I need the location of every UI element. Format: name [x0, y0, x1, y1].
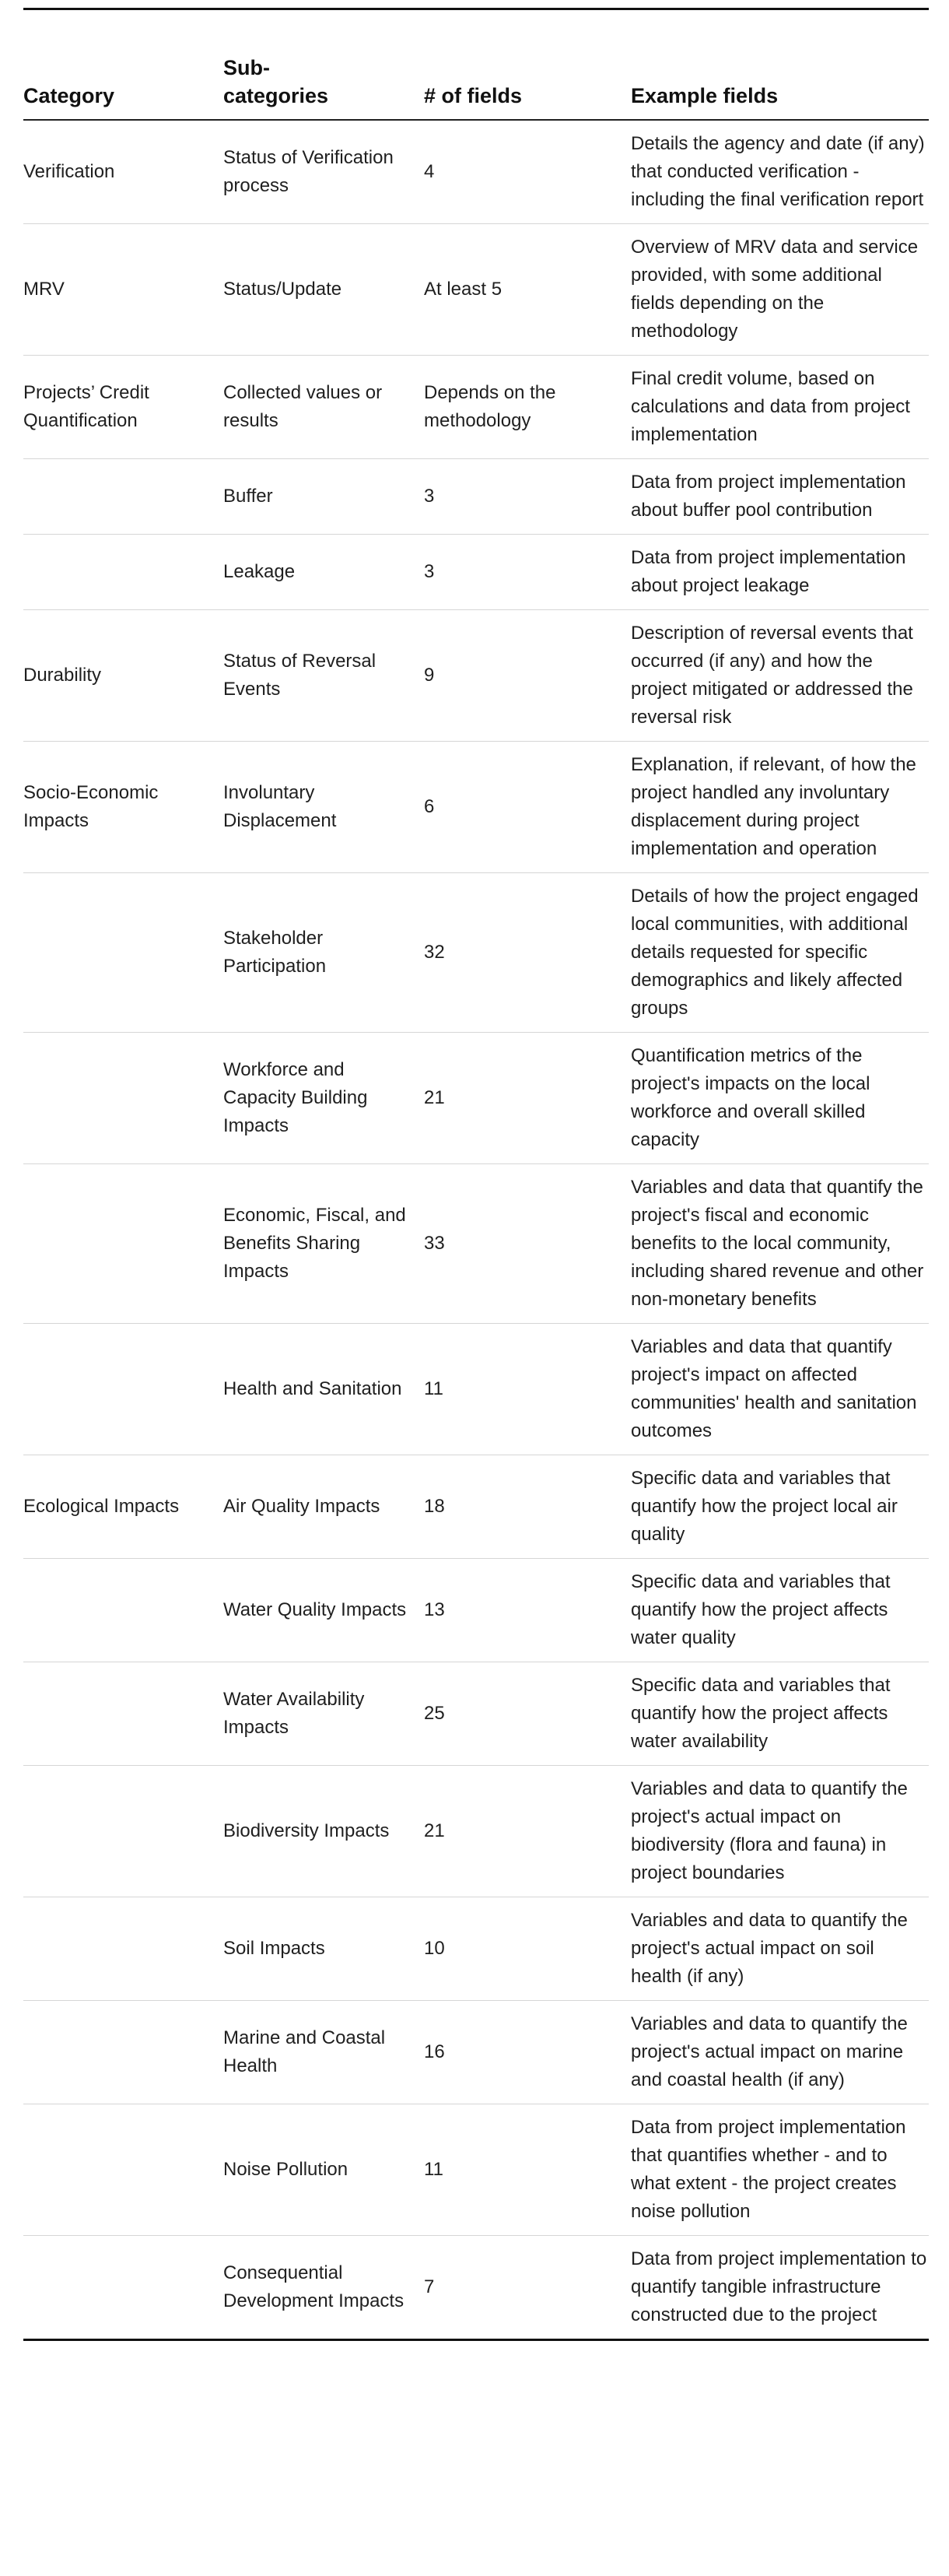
subcategory-cell: Biodiversity Impacts — [223, 1766, 424, 1897]
example-fields-cell: Variables and data to quantify the project's actual impact on marine and coastal health (if any) — [631, 2001, 929, 2104]
table-bottom-rule — [23, 2339, 929, 2341]
category-cell — [23, 535, 223, 610]
field-count-cell: 10 — [424, 1897, 631, 2001]
subcategory-cell: Air Quality Impacts — [223, 1455, 424, 1559]
field-count-cell: 3 — [424, 535, 631, 610]
category-cell — [23, 2001, 223, 2104]
category-cell — [23, 1662, 223, 1766]
example-fields-cell: Variables and data to quantify the project's actual impact on soil health (if any) — [631, 1897, 929, 2001]
example-fields-cell: Quantification metrics of the project's impacts on the local workforce and overall skilled capacity — [631, 1033, 929, 1164]
subcategory-cell: Marine and Coastal Health — [223, 2001, 424, 2104]
field-count-cell: 6 — [424, 742, 631, 873]
subcategory-cell: Buffer — [223, 459, 424, 535]
example-fields-cell: Details of how the project engaged local communities, with additional details requested for specific demographics and likely affected groups — [631, 873, 929, 1033]
field-count-cell: 11 — [424, 2104, 631, 2236]
field-count-cell: 3 — [424, 459, 631, 535]
example-fields-cell: Overview of MRV data and service provided, with some additional fields depending on the methodology — [631, 224, 929, 356]
example-fields-cell: Details the agency and date (if any) that conducted verification - including the final verification report — [631, 120, 929, 224]
field-count-cell: Depends on the methodology — [424, 356, 631, 459]
table-row — [23, 2104, 929, 2236]
table-row — [23, 224, 929, 356]
category-cell: Socio-Economic Impacts — [23, 742, 223, 873]
field-count-cell: 7 — [424, 2276, 435, 2297]
field-count-cell: At least 5 — [424, 224, 631, 356]
subcategory-cell: Stakeholder Participation — [223, 873, 424, 1033]
subcategory-cell: Collected values or results — [223, 356, 424, 459]
subcategory-cell: Economic, Fiscal, and Benefits Sharing Impacts — [223, 1164, 424, 1324]
category-cell — [23, 1559, 223, 1662]
subcategory-cell: Status of Verification process — [223, 120, 424, 224]
field-count-cell: 25 — [424, 1662, 631, 1766]
field-count-cell: 13 — [424, 1559, 631, 1662]
category-cell — [23, 1324, 223, 1455]
category-cell: Ecological Impacts — [23, 1455, 223, 1559]
field-count-cell: 18 — [424, 1455, 631, 1559]
table-row — [23, 459, 929, 535]
category-cell — [23, 2104, 223, 2236]
table-row — [23, 1662, 929, 1766]
category-cell — [23, 2236, 223, 2339]
example-fields-cell: Data from project implementation about project leakage — [631, 535, 929, 610]
subcategory-cell: Soil Impacts — [223, 1897, 424, 2001]
table-row — [23, 1164, 929, 1324]
field-count-cell: 4 — [424, 120, 631, 224]
header-category: Category — [23, 10, 223, 120]
category-cell: Verification — [23, 120, 223, 224]
table-row — [23, 742, 929, 873]
subcategory-cell: Workforce and Capacity Building Impacts — [223, 1033, 424, 1164]
field-count-cell: 21 — [424, 1766, 631, 1897]
example-fields-cell: Description of reversal events that occurred (if any) and how the project mitigated or addressed the reversal risk — [631, 610, 929, 742]
subcategory-cell: Status of Reversal Events — [223, 610, 424, 742]
table-row — [23, 120, 929, 224]
table-row — [23, 1033, 929, 1164]
example-fields-cell: Data from project implementation about buffer pool contribution — [631, 459, 929, 535]
field-count-cell: 32 — [424, 873, 631, 1033]
category-cell: Projects’ Credit Quantification — [23, 356, 223, 459]
example-fields-cell: Specific data and variables that quantify how the project local air quality — [631, 1455, 929, 1559]
category-cell: Durability — [23, 610, 223, 742]
category-cell — [23, 1766, 223, 1897]
subcategory-cell: Leakage — [223, 535, 424, 610]
example-fields-cell: Variables and data to quantify the project's actual impact on biodiversity (flora and fauna) in project boundaries — [631, 1766, 929, 1897]
subcategory-cell: Consequential Development Impacts — [223, 2262, 404, 2311]
table-body — [23, 120, 929, 2339]
field-count-cell: 21 — [424, 1033, 631, 1164]
table-row — [23, 1766, 929, 1897]
field-count-cell: 16 — [424, 2001, 631, 2104]
example-fields-cell: Specific data and variables that quantify how the project affects water quality — [631, 1559, 929, 1662]
category-cell — [23, 1033, 223, 1164]
subcategory-cell: Status/Update — [223, 224, 424, 356]
subcategory-cell: Noise Pollution — [223, 2104, 424, 2236]
category-cell — [23, 873, 223, 1033]
subcategory-cell: Water Quality Impacts — [223, 1559, 424, 1662]
field-count-cell: 11 — [424, 1324, 631, 1455]
subcategory-cell: Health and Sanitation — [223, 1324, 424, 1455]
example-fields-cell: Specific data and variables that quantify how the project affects water availability — [631, 1662, 929, 1766]
table-row — [23, 356, 929, 459]
header-number-of-fields: # of fields — [424, 10, 631, 120]
example-fields-cell: Explanation, if relevant, of how the project handled any involuntary displacement during project implementation and operation — [631, 742, 929, 873]
table-header — [23, 10, 929, 120]
table-row — [23, 1559, 929, 1662]
example-fields-cell: Variables and data that quantify project's impact on affected communities' health and sanitation outcomes — [631, 1324, 929, 1455]
table-row — [23, 1324, 929, 1455]
subcategory-cell: Water Availability Impacts — [223, 1662, 424, 1766]
header-row — [23, 10, 929, 120]
field-count-cell: 33 — [424, 1164, 631, 1324]
header-example-fields: Example fields — [631, 10, 929, 120]
category-cell — [23, 459, 223, 535]
example-fields-cell: Data from project implementation to quantify tangible infrastructure constructed due to the project — [631, 2248, 927, 2325]
header-subcategories — [223, 10, 424, 120]
category-cell: MRV — [23, 224, 223, 356]
table-row — [23, 535, 929, 610]
category-cell — [23, 1897, 223, 2001]
example-fields-cell: Data from project implementation that quantifies whether - and to what extent - the project creates noise pollution — [631, 2104, 929, 2236]
example-fields-cell: Variables and data that quantify the project's fiscal and economic benefits to the local community, including shared revenue and other non-monetary benefits — [631, 1164, 929, 1324]
table-row — [23, 1455, 929, 1559]
table-row — [23, 2001, 929, 2104]
table-row — [23, 873, 929, 1033]
data-fields-table-container — [23, 0, 929, 2341]
category-cell — [23, 1164, 223, 1324]
table-row — [23, 2236, 929, 2339]
table-row — [23, 610, 929, 742]
example-fields-cell: Final credit volume, based on calculations and data from project implementation — [631, 356, 929, 459]
data-fields-table — [23, 10, 929, 2339]
table-row — [23, 1897, 929, 2001]
subcategory-cell: Involuntary Displacement — [223, 742, 424, 873]
header-subcategories-label: Sub- categories — [223, 56, 329, 107]
field-count-cell: 9 — [424, 610, 631, 742]
